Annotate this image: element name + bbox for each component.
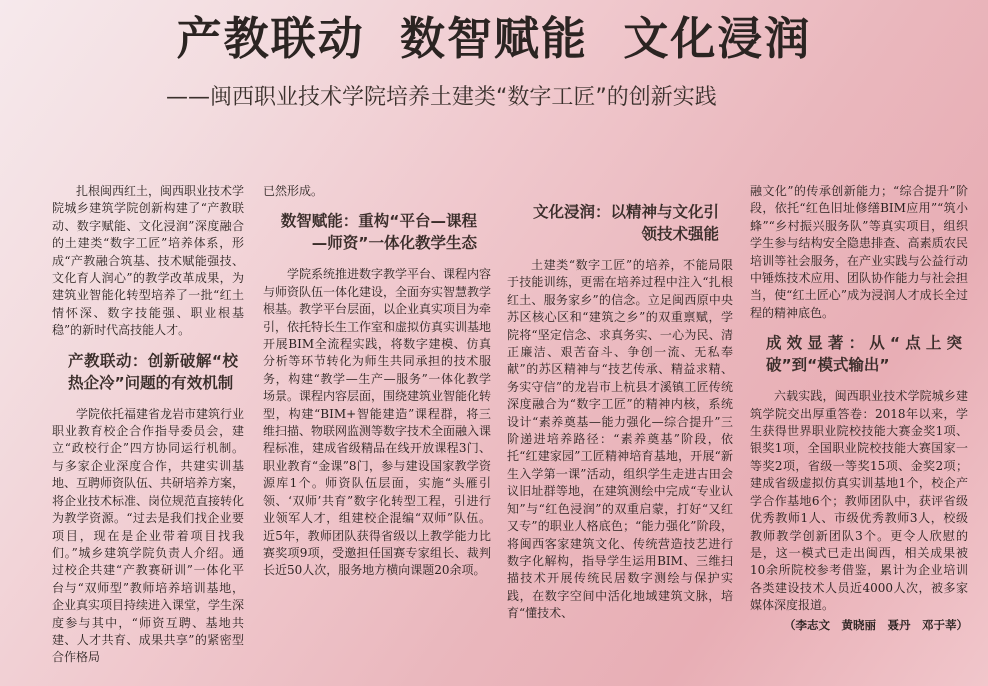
subheadline: ——闽西职业技术学院培养土建类“数字工匠”的创新实践: [166, 85, 717, 110]
column-2: [263, 183, 491, 683]
column-4: [750, 183, 968, 683]
section-heading-shuzhi: 数智赋能：重构“平台—课程—师资”一体化教学生态: [280, 212, 477, 253]
continued-text: 融文化”的传承创新能力；“综合提升”阶段，依托“红色旧址修缮BIM应用”“筑小蜂”“乡村振兴服务队”等真实项目，组织学生参与结构安全隐患排查、高素质农民培训等社会服务，在产业实践与公益行动中锤炼技术应用、团队协作能力与社会担当，使“红土匠心”成为浸润人才成长全过程的精神底色。: [750, 184, 968, 320]
section-heading-chengxiao: 成效显著：从“点上突破”到“模式输出”: [766, 334, 962, 375]
section-heading-wenhua: 文化浸润：以精神与文化引领技术强能: [532, 203, 719, 243]
continued-text: 已然形成。: [263, 184, 324, 198]
column-3: [507, 183, 733, 683]
intro-paragraph: 扎根闽西红土，闽西职业技术学院城乡建筑学院创新构建了“产教联动、数字赋能、文化浸润”深度融合的土建类“数字工匠”培养体系，形成“产教融合筑基、技术赋能强技、文化育人润心”的教学改革成果，为建筑业智能化转型培养了一批“红土情怀深、数字技能强、职业根基稳”的新时代高技能人才。: [52, 184, 244, 338]
section-paragraph: 学院依托福建省龙岩市建筑行业职业教育校企合作指导委员会，建立“政校行企”四方协同运行机制。与多家企业深度合作，共建实训基地、互聘师资队伍、共研培养方案，将企业技术标准、岗位规范直接转化为教学资源。“过去是我们找企业要项目，现在是企业带着项目找我们。”城乡建筑学院负责人介绍。通过校企共建“产教赛研训”一体化平台与“双师型”教师培养培训基地，企业真实项目持续进入课堂，学生深度参与其中，“师资互聘、基地共建、人才共育、成果共享”的紧密型合作格局: [52, 406, 244, 665]
byline: （李志文 黄晓丽 聂丹 邓于莘）: [784, 617, 968, 632]
section-paragraph: 土建类“数字工匠”的培养，不能局限于技能训练，更需在培养过程中注入“扎根红土、服务家乡”的信念。立足闽西原中央苏区核心区和“建筑之乡”的双重禀赋，学院将“坚定信念、求真务实、一心为民、清正廉洁、艰苦奋斗、争创一流、无私奉献”的苏区精神与“技艺传承、精益求精、务实守信”的龙岩市上杭县才溪镇工匠传统深度融合为“数字工匠”的精神内核，系统设计“素养奠基—能力强化—综合提升”三阶递进培养路径：“素养奠基”阶段，依托“红建家园”工匠精神培育基地，开展“新生入学第一课”活动，组织学生走进古田会议旧址群等地，在建筑测绘中完成“专业认知”与“红色浸润”的双重启蒙，打好“又红又专”的职业人格底色；“能力强化”阶段，将闽西客家建筑文化、传统营造技艺进行数字化解构，指导学生运用BIM、三维扫描技术开展传统民居数字测绘与保护实践，在数字空间中活化地域建筑文脉，培育“懂技术、: [507, 258, 733, 621]
section-paragraph: 学院系统推进数字教学平台、课程内容与师资队伍一体化建设，全面夯实智慧教学根基。教学平台层面，以企业真实项目为牵引，依托特长生工作室和虚拟仿真实训基地开展BIM全流程实践，将数字建模、仿真分析等环节转化为师生共同承担的技术服务，构建“教学—生产—服务”一体化教学场景。课程内容层面，围绕建筑业智能化转型，构建“BIM+智能建造”课程群，将三维扫描、物联网监测等数字技术全面融入课程标准，建成省级精品在线开放课程3门、职业教育“金课”8门，参与建设国家教学资源库1个。师资队伍层面，实施“头雁引领、‘双师’共育”数字化转型工程，引进行业领军人才，组建校企混编“双师”队伍。近5年，教师团队获得省级以上教学能力比赛奖项9项，受邀担任国赛专家组长、裁判长近50人次，服务地方横向课题20余项。: [263, 267, 491, 578]
column-1: [52, 183, 244, 683]
section-paragraph: 六载实践，闽西职业技术学院城乡建筑学院交出厚重答卷：2018年以来，学生获得世界职业院校技能大赛金奖1项、银奖1项，全国职业院校技能大赛国家一等奖2项，省级一等奖15项、金奖2项；建成省级虚拟仿真实训基地1个，校企产学合作基地6个；教师团队中，获评省级优秀教师1人、市级优秀教师3人，校级教师教学创新团队3个。更令人欣慰的是，这一模式已走出闽西，相关成果被10余所院校参考借鉴，累计为企业培训各类建设技术人员近4000人次，被多家媒体深度报道。: [750, 389, 968, 613]
section-heading-chanjiao: 产教联动：创新破解“校热企冷”问题的有效机制: [68, 351, 238, 392]
headline: 产教联动 数智赋能 文化浸润: [176, 12, 812, 65]
